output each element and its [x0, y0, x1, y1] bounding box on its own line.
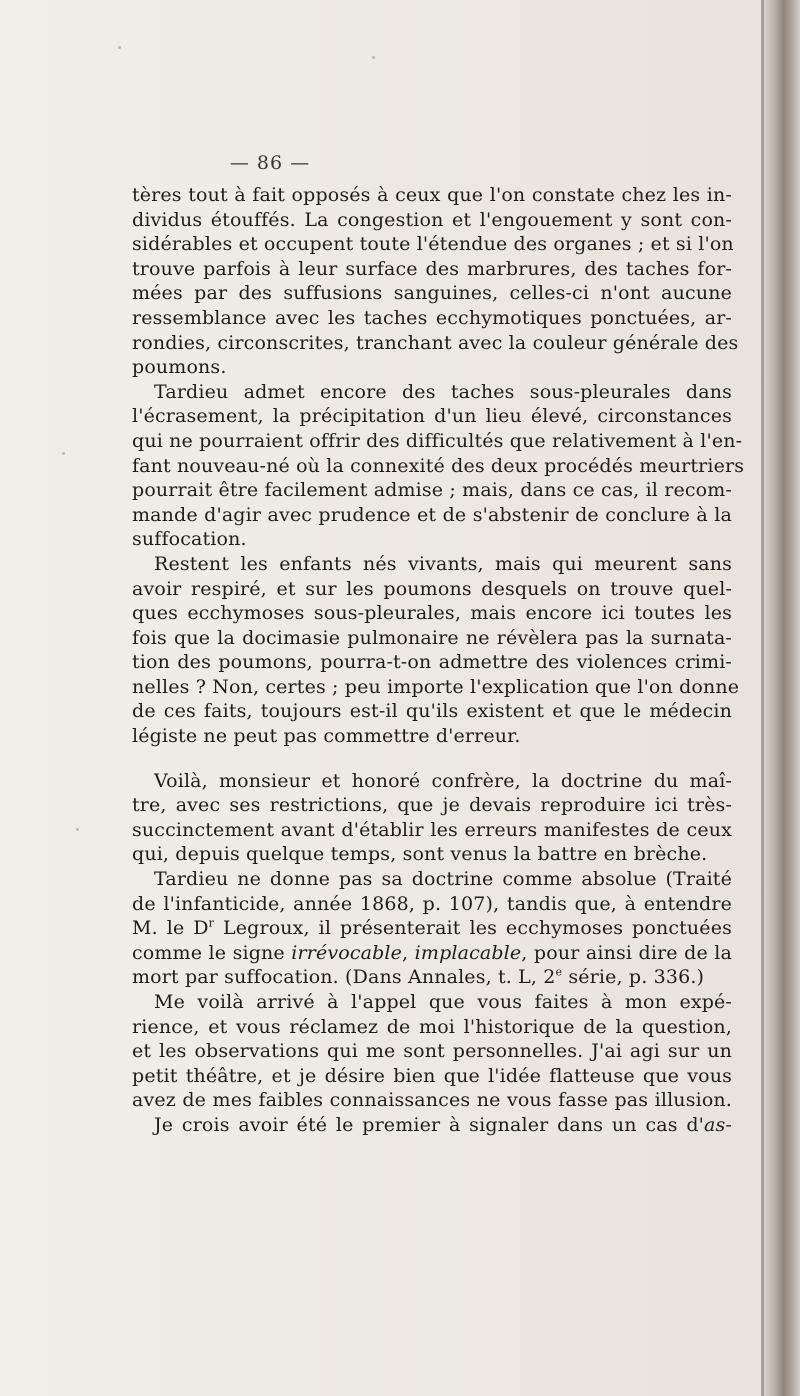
text-line: suffocation. [132, 528, 247, 551]
text-line: qui, depuis quelque temps, sont venus la battre en brèche. [132, 843, 708, 866]
text-line: dividus étouffés. La congestion et l'engouement y sont con- [132, 208, 732, 231]
paragraph [132, 552, 740, 749]
superscript: r [208, 916, 215, 930]
text-line: tre, avec ses restrictions, que je devais reproduire ici très- [132, 794, 732, 817]
text-fragment: Legroux, il présenterait les ecchymoses ponctuées [214, 917, 732, 940]
text-line: tères tout à fait opposés à ceux que l'on constate chez les in- [132, 184, 732, 206]
text-line: fant nouveau-né où la connexité des deux procédés meurtriers [132, 454, 745, 477]
superscript: e [555, 966, 563, 980]
section-gap [132, 749, 732, 769]
text-line: nelles ? Non, certes ; peu importe l'explication que l'on donne [132, 675, 740, 698]
text-line: pourrait être facilement admise ; mais, dans ce cas, il recom- [132, 479, 732, 502]
text-line: trouve parfois à leur surface des marbrures, des taches for- [132, 257, 732, 280]
paper-speck [372, 56, 375, 59]
page-edge-shadow [761, 0, 764, 1396]
text-fragment: M. le D [132, 917, 209, 940]
italic-term: as- [704, 1113, 732, 1136]
paragraph [132, 867, 732, 990]
paragraph [132, 183, 739, 380]
paper-speck [118, 46, 121, 49]
text-line: poumons. [132, 356, 227, 379]
text-line: avez de mes faibles connaissances ne vous fasse pas illusion. [132, 1089, 732, 1112]
text-line: fois que la docimasie pulmonaire ne révèlera pas la surnata- [132, 626, 732, 649]
paragraph [132, 769, 732, 867]
text-line: rondies, circonscrites, tranchant avec la couleur générale des [132, 331, 739, 354]
text-line: qui ne pourraient offrir des difficultés que relativement à l'en- [132, 429, 743, 452]
book-gutter [764, 0, 800, 1396]
text-line [132, 916, 732, 941]
text-line: avoir respiré, et sur les poumons desquels on trouve quel- [132, 577, 732, 600]
text-line: de l'infanticide, année 1868, p. 107), tandis que, à entendre [132, 892, 732, 915]
text-fragment: , [402, 941, 415, 964]
text-line [132, 941, 732, 966]
text-line: de ces faits, toujours est-il qu'ils existent et que le médecin [132, 700, 732, 723]
italic-term: implacable [414, 941, 522, 964]
page-number: — 86 — [229, 152, 311, 174]
text-line [132, 965, 732, 990]
text-line: mées par des suffusions sanguines, celles-ci n'ont aucune [132, 282, 732, 305]
text-line: ques ecchymoses sous-pleurales, mais encore ici toutes les [132, 602, 732, 625]
text-line: mande d'agir avec prudence et de s'abstenir de conclure à la [132, 503, 732, 526]
text-line: Me voilà arrivé à l'appel que vous faites à mon expé- [154, 991, 732, 1013]
body-text [132, 183, 745, 1138]
text-line: ressemblance avec les taches ecchymotiques ponctuées, ar- [132, 306, 732, 329]
text-line: tion des poumons, pourra-t-on admettre des violences crimi- [132, 651, 732, 674]
text-line: l'écrasement, la précipitation d'un lieu élevé, circonstances [132, 405, 732, 428]
text-fragment: mort par suffocation. (Dans Annales, t. L, 2 [132, 966, 556, 989]
text-line: et les observations qui me sont personnelles. J'ai agi sur un [132, 1040, 732, 1063]
text-fragment: comme le signe [132, 941, 292, 964]
text-line: Tardieu admet encore des taches sous-pleurales dans [154, 380, 732, 403]
paragraph [132, 990, 732, 1113]
text-line: sidérables et occupent toute l'étendue des organes ; et si l'on [132, 233, 734, 256]
text-line [132, 1113, 732, 1138]
text-fragment: série, p. 336.) [562, 966, 705, 989]
text-line: Restent les enfants nés vivants, mais qui meurent sans [154, 552, 732, 575]
text-line: légiste ne peut pas commettre d'erreur. [132, 725, 521, 748]
text-line: rience, et vous réclamez de moi l'historique de la question, [132, 1015, 732, 1038]
text-line: Tardieu ne donne pas sa doctrine comme absolue (Traité [154, 868, 732, 891]
italic-term: irrévocable [291, 941, 403, 964]
text-line: succinctement avant d'établir les erreurs manifestes de ceux [132, 818, 732, 841]
text-fragment: Je crois avoir été le premier à signaler dans un cas d' [154, 1113, 705, 1136]
text-line: Voilà, monsieur et honoré confrère, la doctrine du maî- [154, 769, 732, 792]
paper-speck [76, 828, 79, 831]
paragraph [132, 380, 745, 552]
paragraph [132, 1113, 732, 1138]
paper-speck [62, 452, 65, 455]
text-fragment: , pour ainsi dire de la [521, 941, 732, 964]
text-line: petit théâtre, et je désire bien que l'idée flatteuse que vous [132, 1064, 732, 1087]
